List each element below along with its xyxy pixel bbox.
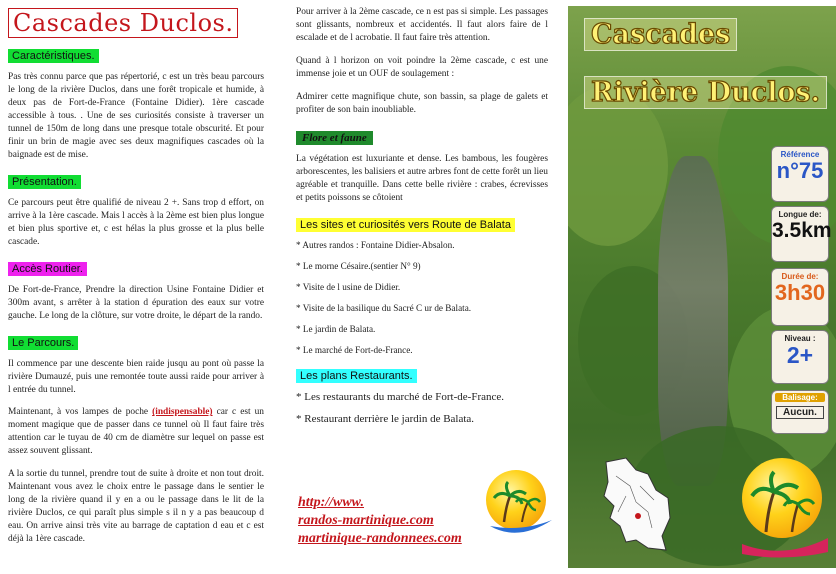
left-column [0, 0, 272, 556]
parcours-heading: Le Parcours. [8, 336, 78, 350]
parcours-text-3: A la sortie du tunnel, prendre tout de suite à droite et non tout droit. Maintenant vous avez le choix entre le passage dans le sentier le long de la rivière quand il y en a ou le passage dans le lit de la rivière Duclos, ce qui paraît plus simple s il n y a pas beaucoup d eau. On arrive ainsi très vite au barrage de captation d eau et c est déjà la 1ère cascade. [8, 469, 264, 545]
reference-value: n°75 [776, 158, 824, 183]
parcours-text-2b: car c est un moment magique que de passer dans ce tunnel où Il faut faire très attention car le tuyau de 40 cm de diamètre sur lequel on passe est assez souvent glissant. [8, 407, 264, 457]
presentation-text: Ce parcours peut être qualifié de niveau 2 +. Sans trop d effort, on arrive à la 1ère cascade. Mais l accès à la 2ème est bien plus longue et bien plus sportive et, c est hélas la plus grosse et la plus belle cascade. [8, 197, 264, 247]
longueur-value: 3.5km [772, 219, 832, 242]
indispensable-link[interactable]: (indispensable) [152, 407, 213, 418]
duree-badge [771, 268, 829, 326]
reference-label: Référence [780, 150, 820, 159]
flore-heading: Flore et faune [296, 131, 373, 145]
parcours-text-2 [8, 406, 264, 458]
acces-text: De Fort-de-France, Prendre la direction Usine Fontaine Didier et 300m avant, s arrêter à la station d épuration des eaux sur votre gauche. Le long de la clôture, sur votre droite, le départ de la rando. [8, 284, 264, 321]
middle-text-2: Quand à l horizon on voit poindre la 2ème cascade, c est une immense joie et un OUF de soulagement : [296, 55, 548, 79]
flore-text: La végétation est luxuriante et dense. Les bambous, les fougères arborescentes, les balisiers et autre arbres font de cette forêt un lieu agréable et tranquille. Dans cette belle rivière : crabes, écrevisses et petits poissons se côtoient [296, 153, 548, 203]
presentation-heading: Présentation. [8, 175, 81, 189]
url-line-1[interactable]: http://www. [298, 495, 365, 510]
cover-title-line-2: Rivière Duclos. [584, 76, 827, 109]
list-item: * Visite de la basilique du Sacré C ur de Balata. [296, 302, 472, 313]
list-item: * Visite de l usine de Didier. [296, 281, 401, 292]
longueur-badge [771, 206, 832, 262]
martinique-map-icon [596, 456, 674, 554]
acces-heading: Accès Routier. [8, 262, 87, 276]
duree-value: 3h30 [774, 280, 826, 305]
list-item: * Le marché de Fort-de-France. [296, 344, 413, 355]
caracteristiques-heading: Caractéristiques. [8, 49, 99, 63]
longueur-label: Longue de: [778, 210, 822, 219]
parcours-text-2a: Maintenant, à vos lampes de poche [8, 407, 149, 418]
middle-column [290, 0, 552, 435]
reference-badge [771, 146, 829, 202]
list-item: * Restaurant derrière le jardin de Balata. [296, 412, 475, 425]
list-item: * Autres randos : Fontaine Didier-Absalon. [296, 239, 455, 250]
website-links [298, 494, 462, 549]
middle-text-1: Pour arriver à la 2ème cascade, ce n est pas si simple. Les passages sont glissants, nombreux et accidentés. Il faut alors faire de l escalade et de l acrobatie. Il faut faire très attention. [296, 7, 548, 43]
logo-sun-icon [482, 470, 554, 542]
cover-title-line-1: Cascades [584, 18, 737, 51]
column-divider [278, 4, 279, 570]
sites-heading: Les sites et curiosités vers Route de Balata [296, 218, 515, 232]
niveau-value: 2+ [786, 342, 814, 368]
url-randos-martinique[interactable]: randos-martinique.com [298, 513, 434, 529]
duree-label: Durée de: [781, 272, 819, 281]
niveau-label: Niveau : [784, 334, 816, 343]
balisage-value: Aucun. [776, 406, 824, 419]
list-item: * Les restaurants du marché de Fort-de-France. [296, 390, 505, 403]
logo-sun-icon [738, 458, 830, 562]
page-title: Cascades Duclos. [8, 8, 238, 38]
url-martinique-randonnees[interactable]: martinique-randonnees.com [298, 531, 462, 547]
balisage-badge [771, 390, 829, 434]
parcours-text-1: Il commence par une descente bien raide jusqu au pont où passe la rivière Dumauzé, puis une remontée toute aussi raide pour arriver à l entrée du tunnel. [8, 358, 264, 395]
niveau-badge [771, 330, 829, 384]
caracteristiques-text: Pas très connu parce que pas répertorié, c est un très beau parcours le long de la rivière Duclos, dans une forêt tropicale et humide, à deux pas de Fort-de-France (Fontaine Didier). 1ère cascade accessible à tous. . Une de ses curiosités consiste à traverser un tunnel de 150m de long dans une presque totale obscurité. Et pour finir un brin de magie avec ses deux magnifiques cascades où la baignade est de mise. [8, 72, 264, 160]
cover-panel [568, 6, 836, 568]
list-item: * Le jardin de Balata. [296, 323, 376, 334]
balisage-label: Balisage: [775, 393, 825, 402]
middle-text-3: Admirer cette magnifique chute, son bassin, sa plage de galets et profiter de son bain inoubliable. [296, 91, 548, 115]
restaurants-heading: Les plans Restaurants. [296, 369, 417, 383]
list-item: * Le morne Césaire.(sentier N° 9) [296, 260, 421, 271]
